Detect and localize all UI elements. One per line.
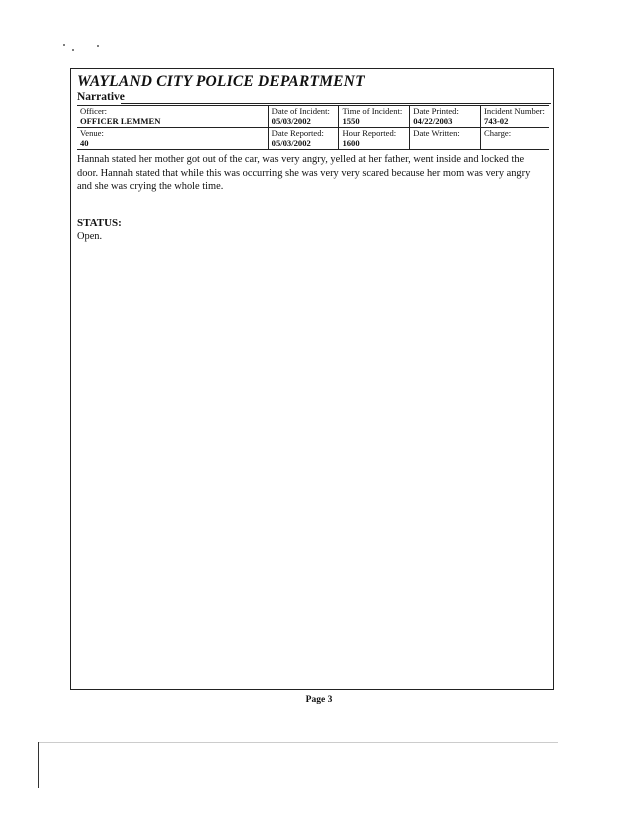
department-title: WAYLAND CITY POLICE DEPARTMENT	[77, 73, 365, 90]
scan-speck	[72, 49, 74, 51]
table-row	[77, 128, 549, 150]
date-of-incident-cell	[268, 106, 339, 128]
page-number: Page 3	[305, 695, 333, 705]
scan-edge-line	[38, 742, 558, 743]
status-label: STATUS:	[77, 217, 122, 229]
officer-label: Officer:	[80, 106, 108, 116]
incident-number-label: Incident Number:	[484, 106, 545, 116]
time-of-incident-value: 1550	[342, 115, 360, 126]
date-reported-cell	[268, 128, 339, 150]
date-printed-value: 04/22/2003	[413, 115, 453, 126]
scan-edge-mark	[38, 742, 39, 788]
incident-number-value: 743-02	[484, 115, 509, 126]
hour-reported-cell	[339, 128, 410, 150]
hour-reported-label: Hour Reported:	[342, 128, 397, 138]
scan-speck	[63, 44, 65, 46]
scan-speck	[97, 45, 99, 47]
date-printed-label: Date Printed:	[413, 106, 459, 116]
table-row	[77, 106, 549, 128]
incident-info-table	[77, 105, 549, 150]
venue-cell	[77, 128, 268, 150]
hour-reported-value: 1600	[342, 137, 360, 148]
narrative-text: Hannah stated her mother got out of the car, was very angry, yelled at her father, went inside and locked the door. Hannah stated that while this was occurring she was very very scared because her mom was very angry and she was crying the whole time.	[77, 154, 531, 192]
date-reported-value: 05/03/2002	[271, 137, 311, 148]
date-reported-label: Date Reported:	[271, 128, 324, 138]
section-title: Narrative	[77, 91, 125, 103]
time-of-incident-label: Time of Incident:	[342, 106, 403, 116]
date-of-incident-label: Date of Incident:	[271, 106, 330, 116]
date-written-cell	[410, 128, 481, 150]
date-written-label: Date Written:	[413, 128, 460, 138]
status-value: Open.	[77, 231, 103, 242]
section-underline	[121, 103, 551, 104]
charge-cell	[481, 128, 549, 150]
incident-number-cell	[481, 106, 549, 128]
officer-value: OFFICER LEMMEN	[80, 115, 161, 126]
venue-value: 40	[80, 137, 89, 148]
date-printed-cell	[410, 106, 481, 128]
date-of-incident-value: 05/03/2002	[271, 115, 311, 126]
time-of-incident-cell	[339, 106, 410, 128]
report-frame	[70, 68, 554, 690]
officer-cell	[77, 106, 268, 128]
venue-label: Venue:	[80, 128, 104, 138]
charge-label: Charge:	[484, 128, 512, 138]
